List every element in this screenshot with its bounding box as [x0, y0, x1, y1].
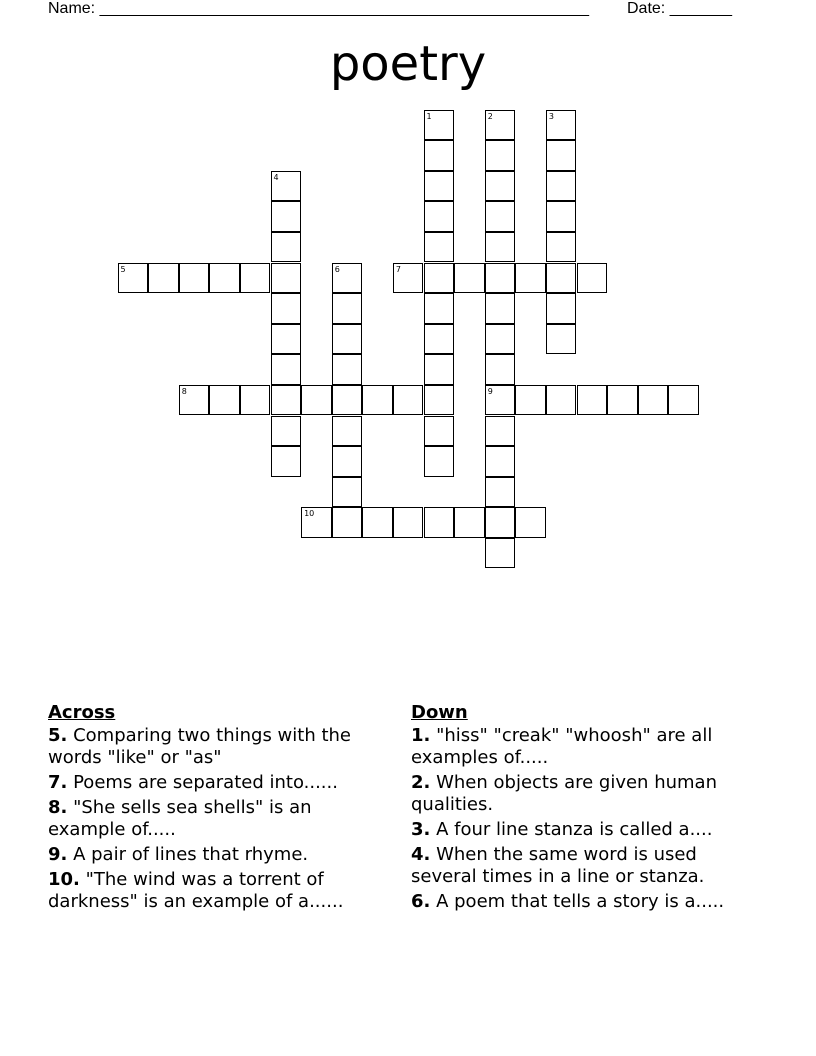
crossword-cell[interactable]	[362, 507, 393, 538]
crossword-cell[interactable]	[271, 354, 302, 385]
crossword-cell[interactable]	[240, 385, 271, 416]
crossword-cell[interactable]	[577, 263, 608, 294]
clue-text: Poems are separated into......	[67, 772, 338, 793]
crossword-cell[interactable]	[332, 507, 363, 538]
crossword-cell[interactable]	[485, 477, 516, 508]
clue-number: 3.	[411, 819, 431, 840]
crossword-cell[interactable]	[454, 263, 485, 294]
crossword-cell[interactable]	[485, 324, 516, 355]
crossword-cell[interactable]	[332, 477, 363, 508]
crossword-cell[interactable]	[485, 385, 516, 416]
clue-text: "The wind was a torrent of darkness" is an example of a......	[48, 869, 344, 912]
crossword-cell[interactable]	[424, 110, 455, 141]
crossword-cell[interactable]	[271, 293, 302, 324]
down-clues	[411, 702, 756, 916]
clue-number: 10.	[48, 869, 80, 890]
crossword-cell[interactable]	[424, 385, 455, 416]
crossword-cell[interactable]	[179, 263, 210, 294]
crossword-cell[interactable]	[424, 324, 455, 355]
clue-number: 1.	[411, 725, 431, 746]
crossword-cell[interactable]	[332, 446, 363, 477]
crossword-cell[interactable]	[607, 385, 638, 416]
crossword-cell[interactable]	[271, 263, 302, 294]
cell-number: 7	[395, 264, 401, 274]
crossword-cell[interactable]	[424, 201, 455, 232]
cell-number: 10	[304, 509, 315, 519]
crossword-cell[interactable]	[332, 263, 363, 294]
across-heading: Across	[48, 702, 116, 723]
crossword-cell[interactable]	[271, 201, 302, 232]
clue-text: Comparing two things with the words "like" or "as"	[48, 725, 351, 768]
crossword-cell[interactable]	[485, 354, 516, 385]
crossword-cell[interactable]	[577, 385, 608, 416]
crossword-cell[interactable]	[393, 385, 424, 416]
crossword-cell[interactable]	[485, 446, 516, 477]
crossword-cell[interactable]	[485, 110, 516, 141]
crossword-cell[interactable]	[424, 507, 455, 538]
crossword-cell[interactable]	[454, 507, 485, 538]
clue-across-8	[48, 797, 393, 841]
clue-down-2	[411, 772, 756, 816]
crossword-cell[interactable]	[332, 416, 363, 447]
clue-text: When the same word is used several times in a line or stanza.	[411, 844, 705, 887]
clue-number: 6.	[411, 891, 431, 912]
crossword-cell[interactable]	[546, 110, 577, 141]
crossword-cell[interactable]	[485, 507, 516, 538]
crossword-cell[interactable]	[424, 293, 455, 324]
crossword-cell[interactable]	[271, 232, 302, 263]
clue-number: 9.	[48, 844, 68, 865]
crossword-cell[interactable]	[546, 140, 577, 171]
cell-number: 3	[548, 111, 554, 121]
clue-down-1	[411, 725, 756, 769]
crossword-cell[interactable]	[240, 263, 271, 294]
crossword-cell[interactable]	[424, 416, 455, 447]
crossword-cell[interactable]	[179, 385, 210, 416]
clue-text: A poem that tells a story is a.....	[430, 891, 725, 912]
cell-number: 8	[181, 386, 187, 396]
crossword-cell[interactable]	[485, 232, 516, 263]
crossword-cell[interactable]	[424, 446, 455, 477]
crossword-cell[interactable]	[546, 293, 577, 324]
crossword-cell[interactable]	[485, 263, 516, 294]
page-title: poetry	[329, 36, 487, 92]
crossword-cell[interactable]	[485, 538, 516, 569]
crossword-cell[interactable]	[362, 385, 393, 416]
crossword-cell[interactable]	[485, 171, 516, 202]
clue-down-6	[411, 891, 756, 913]
crossword-cell[interactable]	[546, 385, 577, 416]
clue-text: When objects are given human qualities.	[411, 772, 717, 815]
cell-number: 6	[334, 264, 340, 274]
crossword-cell[interactable]	[393, 263, 424, 294]
crossword-cell[interactable]	[332, 324, 363, 355]
crossword-cell[interactable]	[546, 232, 577, 263]
clue-down-4	[411, 844, 756, 888]
clue-text: A pair of lines that rhyme.	[67, 844, 309, 865]
cell-number: 2	[487, 111, 493, 121]
crossword-cell[interactable]	[271, 446, 302, 477]
clue-text: A four line stanza is called a....	[430, 819, 713, 840]
clue-text: "hiss" "creak" "whoosh" are all examples of.....	[411, 725, 713, 768]
clue-across-5	[48, 725, 393, 769]
crossword-cell[interactable]	[271, 324, 302, 355]
crossword-cell[interactable]	[485, 416, 516, 447]
crossword-cell[interactable]	[515, 385, 546, 416]
crossword-cell[interactable]	[424, 232, 455, 263]
cell-number: 5	[120, 264, 126, 274]
name-field[interactable]: Name: _______________________________________________________	[48, 0, 589, 17]
crossword-cell[interactable]	[424, 171, 455, 202]
crossword-cell[interactable]	[148, 263, 179, 294]
crossword-cell[interactable]	[546, 324, 577, 355]
date-field[interactable]: Date: _______	[627, 0, 732, 17]
clue-text: "She sells sea shells" is an example of.....	[48, 797, 312, 840]
crossword-cell[interactable]	[515, 263, 546, 294]
cell-number: 4	[273, 172, 279, 182]
clue-across-10	[48, 869, 393, 913]
crossword-cell[interactable]	[424, 263, 455, 294]
clue-across-7	[48, 772, 393, 794]
crossword-cell[interactable]	[546, 263, 577, 294]
crossword-cell[interactable]	[271, 171, 302, 202]
crossword-cell[interactable]	[393, 507, 424, 538]
crossword-cell[interactable]	[332, 354, 363, 385]
crossword-cell[interactable]	[638, 385, 669, 416]
cell-number: 1	[426, 111, 432, 121]
crossword-cell[interactable]	[485, 293, 516, 324]
across-clues	[48, 702, 393, 916]
crossword-cell[interactable]	[668, 385, 699, 416]
clue-number: 7.	[48, 772, 68, 793]
crossword-cell[interactable]	[424, 140, 455, 171]
clue-number: 2.	[411, 772, 431, 793]
down-heading: Down	[411, 702, 468, 723]
crossword-cell[interactable]	[424, 354, 455, 385]
cell-number: 9	[487, 386, 493, 396]
crossword-cell[interactable]	[301, 507, 332, 538]
crossword-cell[interactable]	[301, 385, 332, 416]
crossword-cell[interactable]	[209, 263, 240, 294]
crossword-cell[interactable]	[546, 171, 577, 202]
crossword-cell[interactable]	[118, 263, 149, 294]
crossword-cell[interactable]	[209, 385, 240, 416]
crossword-cell[interactable]	[332, 293, 363, 324]
crossword-cell[interactable]	[515, 507, 546, 538]
crossword-cell[interactable]	[546, 201, 577, 232]
crossword-cell[interactable]	[485, 140, 516, 171]
clue-number: 5.	[48, 725, 68, 746]
clue-number: 4.	[411, 844, 431, 865]
crossword-cell[interactable]	[485, 201, 516, 232]
crossword-cell[interactable]	[271, 416, 302, 447]
clue-across-9	[48, 844, 393, 866]
clue-down-3	[411, 819, 756, 841]
clue-number: 8.	[48, 797, 68, 818]
crossword-cell[interactable]	[271, 385, 302, 416]
crossword-cell[interactable]	[332, 385, 363, 416]
